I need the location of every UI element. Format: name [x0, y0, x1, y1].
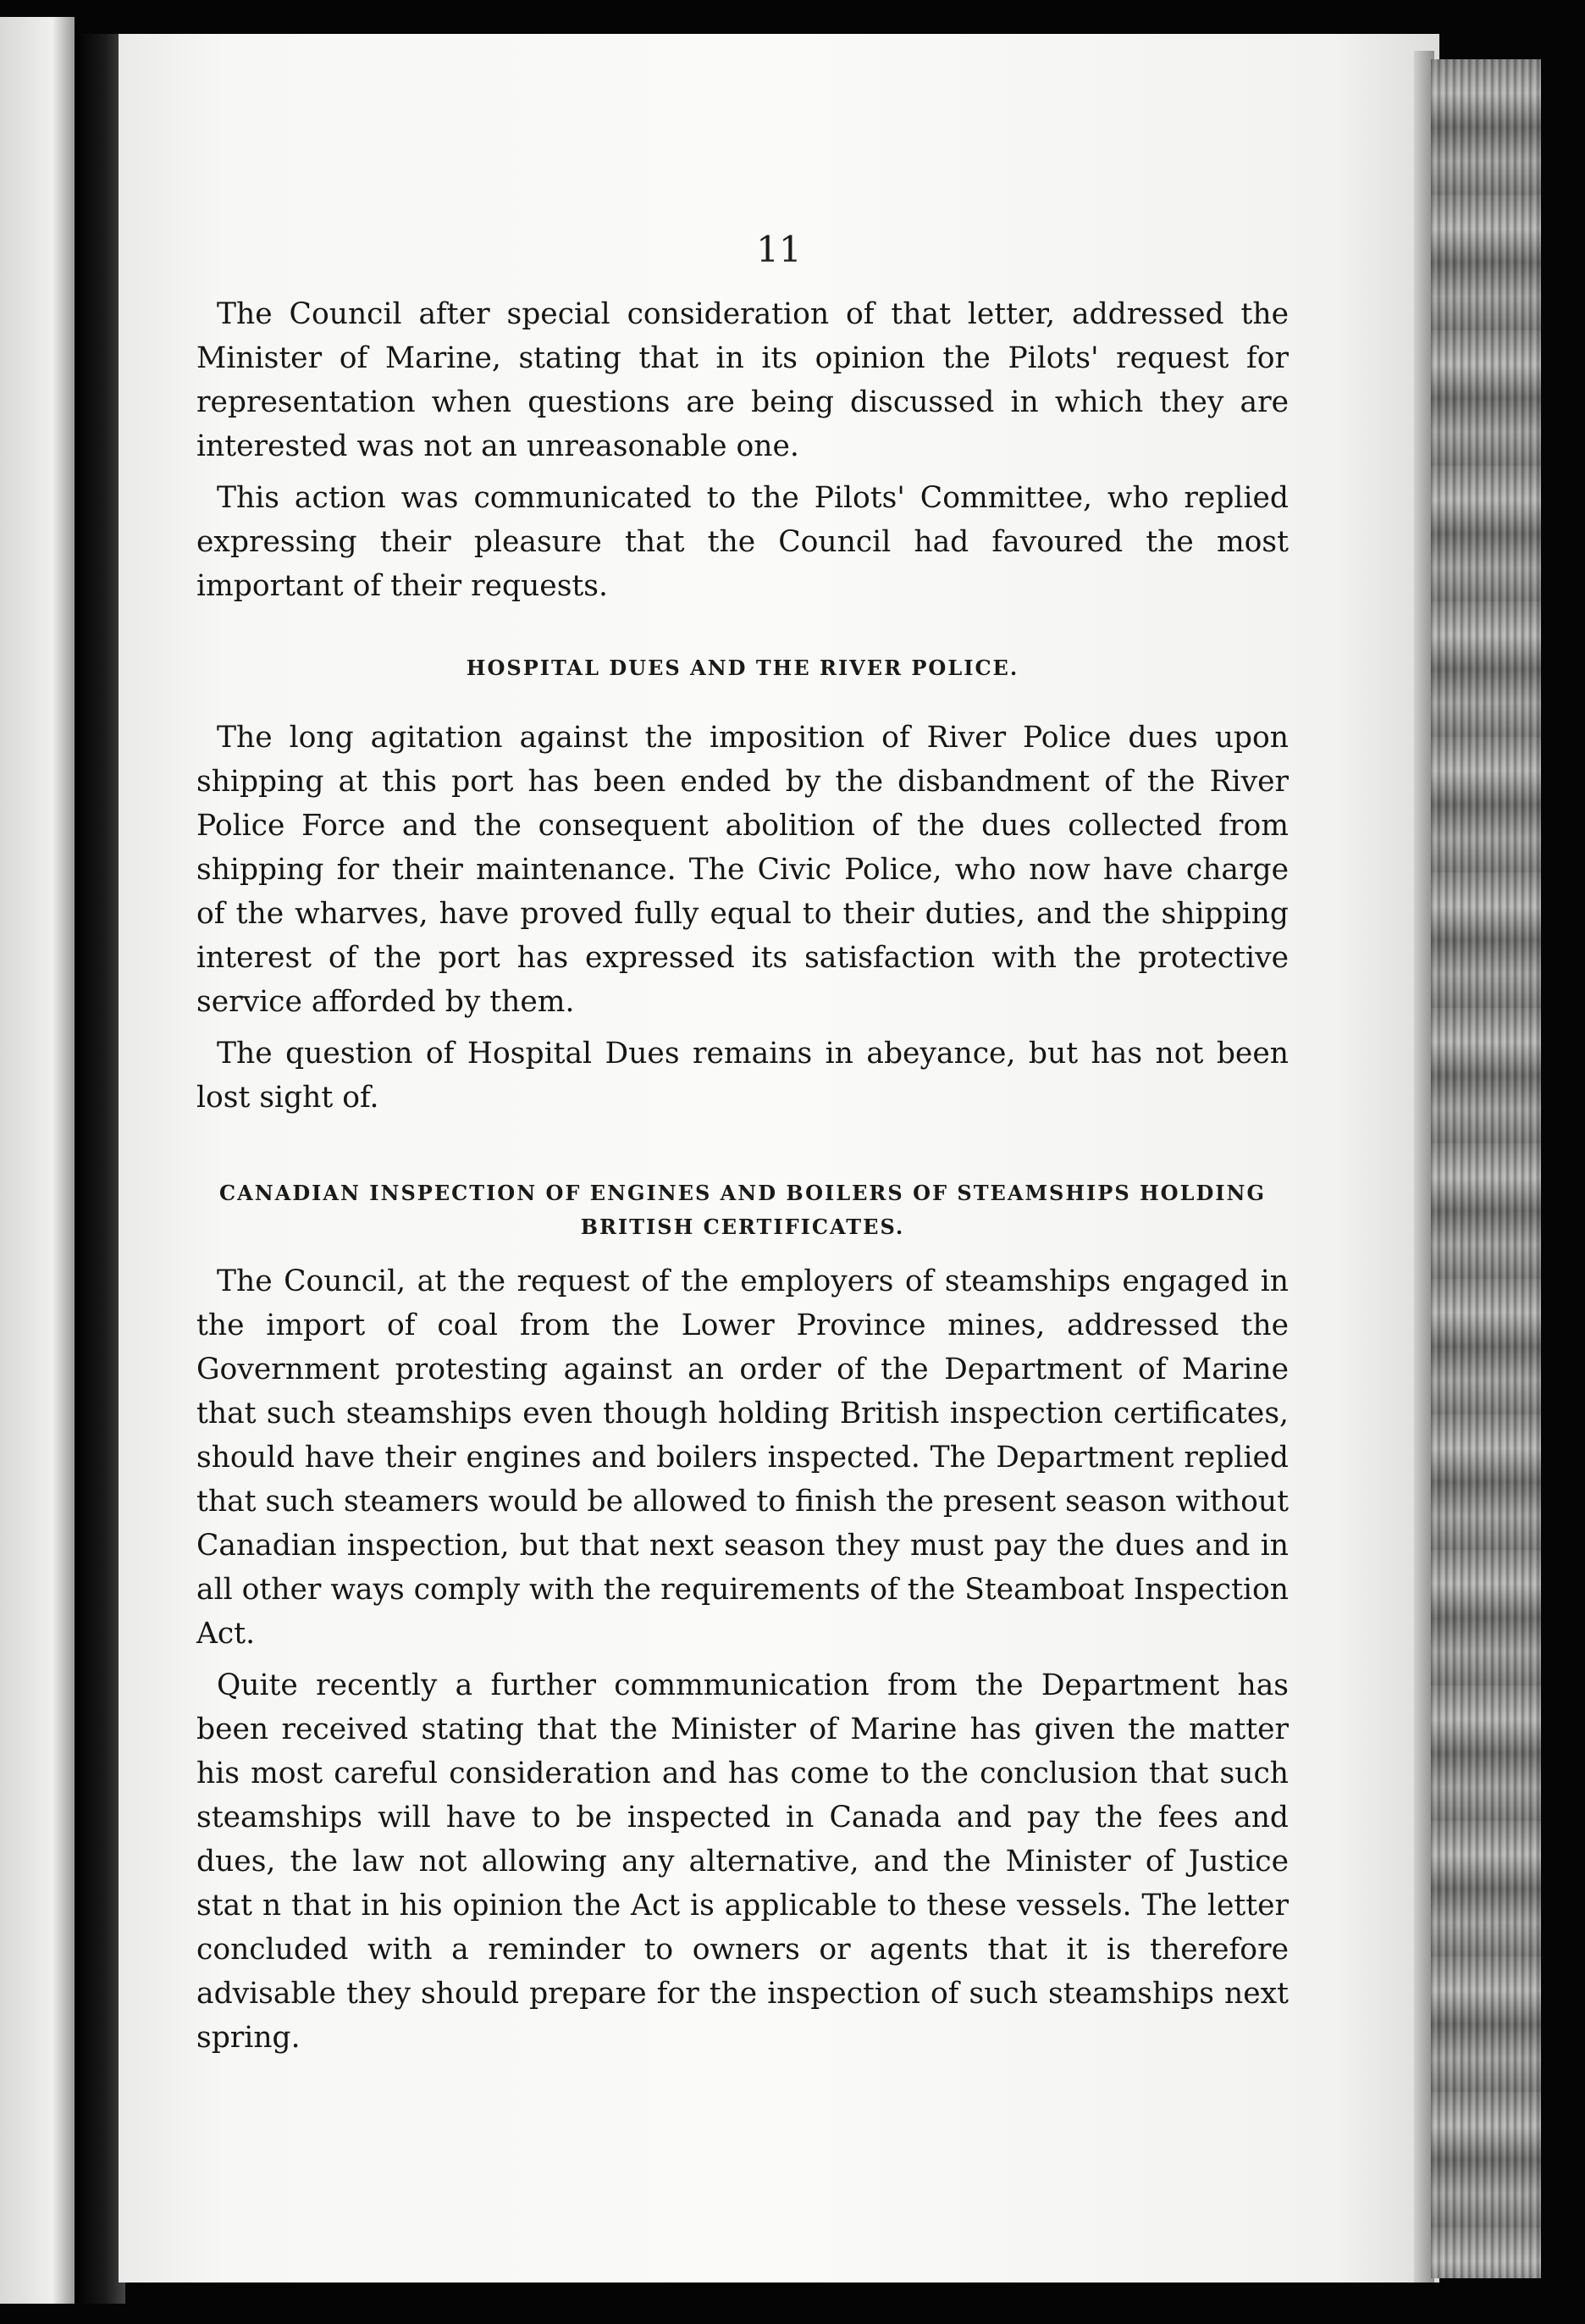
heading-line: CANADIAN INSPECTION OF ENGINES AND BOILERS OF STEAMSHIPS HOLDING — [219, 1181, 1266, 1205]
marbled-book-edge — [1431, 59, 1541, 2278]
section-heading-canadian-inspection — [196, 1127, 1289, 1259]
left-page-edge — [0, 17, 75, 2304]
paragraph: This action was communicated to the Pilots' Committee, who replied expressing their pleasure that the Council had favoured the most important of their requests. — [196, 481, 1289, 603]
paragraph: Quite recently a further commmunication from the Department has been received stating that the Minister of Marine has given the matter his most careful consideration and has come to the conclusion that such steamships will have to be inspected in Canada and pay the fees and dues, the law not allowing any alternative, and the Minister of Justice stat n that in his opinion the Act is applicable to these vessels. The letter concluded with a reminder to owners or agents that it is therefore advisable they should prepare for the inspection of such steamships next spring. — [196, 1668, 1289, 2055]
paragraph: The Council after special consideration of that letter, addressed the Minister of Marine, stating that in its opinion the Pilots' request for representation when questions are being discussed in which they are interested was not an unreasonable one. — [196, 297, 1289, 463]
paragraph: The long agitation against the imposition of River Police dues upon shipping at this port has been ended by the disbandment of the River Police Force and the consequent abolition of the dues collected from shipping for their maintenance. The Civic Police, who now have charge of the wharves, have proved fully equal to their duties, and the shipping interest of the port has expressed its satisfaction with the protective service afforded by them. — [196, 721, 1289, 1019]
section-heading-hospital-dues: HOSPITAL DUES AND THE RIVER POLICE. — [466, 656, 1019, 680]
gutter-shadow — [75, 34, 125, 2304]
paragraph: The Council, at the request of the employers of steamships engaged in the import of coal from the Lower Province mines, addressed the Government protesting against an order of the Department of Marine that such steamships even though holding British inspection certificates, should have their engines and boilers inspected. The Department replied that such steamers would be allowed to finish the present season without Canadian inspection, but that next season they must pay the dues and in all other ways comply with the requirements of the Steamboat Inspection Act. — [196, 1264, 1289, 1651]
page-number: 11 — [756, 229, 802, 270]
page-body — [196, 292, 1289, 2067]
paragraph: The question of Hospital Dues remains in abeyance, but has not been lost sight of. — [196, 1037, 1289, 1115]
heading-line: BRITISH CERTIFICATES. — [580, 1215, 905, 1239]
